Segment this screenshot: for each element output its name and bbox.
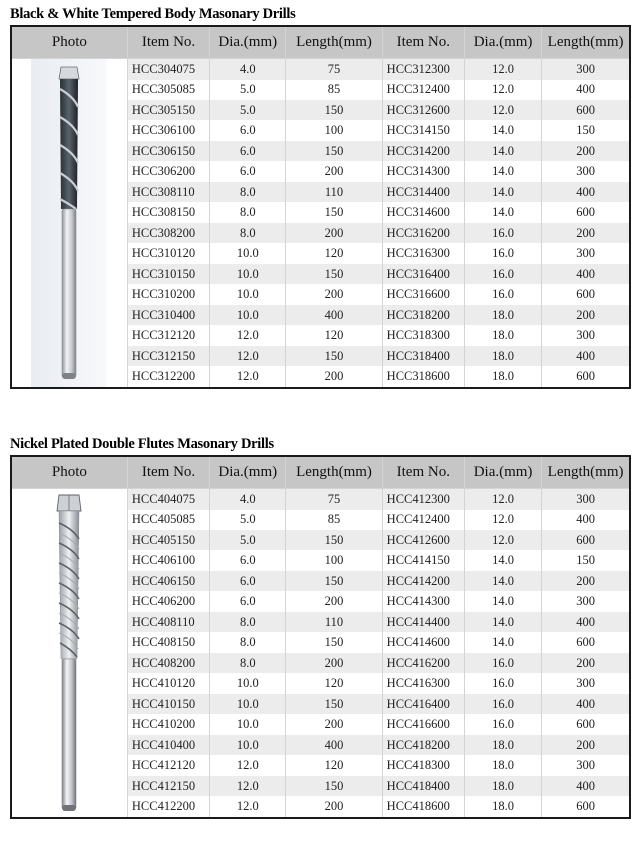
item-no-cell-2: HCC312300 — [382, 59, 464, 80]
length-cell: 200 — [286, 284, 382, 304]
length-cell: 120 — [286, 755, 382, 775]
black-white-masonry-drill-bit-icon — [14, 59, 124, 387]
diameter-cell: 10.0 — [210, 694, 286, 714]
diameter-cell: 6.0 — [210, 141, 286, 161]
diameter-cell: 8.0 — [210, 202, 286, 222]
diameter-cell-2: 18.0 — [464, 325, 541, 345]
diameter-cell-2: 18.0 — [464, 305, 541, 325]
nickel-plated-drills-section — [10, 433, 631, 819]
diameter-cell-2: 14.0 — [464, 550, 541, 570]
length-cell: 150 — [286, 694, 382, 714]
item-no-cell-2: HCC318200 — [382, 305, 464, 325]
diameter-cell-2: 14.0 — [464, 612, 541, 632]
item-no-cell: HCC406100 — [127, 550, 209, 570]
length-cell-2: 150 — [542, 120, 630, 140]
item-no-cell-2: HCC312600 — [382, 100, 464, 120]
table-row — [11, 489, 630, 510]
diameter-cell-2: 14.0 — [464, 202, 541, 222]
item-no-cell-2: HCC412400 — [382, 510, 464, 530]
col-item-no: Item No. — [127, 26, 209, 59]
diameter-cell-2: 16.0 — [464, 714, 541, 734]
item-no-cell-2: HCC316400 — [382, 264, 464, 284]
diameter-cell-2: 14.0 — [464, 182, 541, 202]
diameter-cell-2: 16.0 — [464, 284, 541, 304]
col-length: Length(mm) — [286, 456, 382, 489]
diameter-cell-2: 18.0 — [464, 776, 541, 796]
item-no-cell: HCC310150 — [127, 264, 209, 284]
length-cell-2: 200 — [542, 571, 630, 591]
diameter-cell-2: 12.0 — [464, 530, 541, 550]
item-no-cell-2: HCC412300 — [382, 489, 464, 510]
length-cell: 200 — [286, 161, 382, 181]
item-no-cell-2: HCC316300 — [382, 243, 464, 263]
diameter-cell: 12.0 — [210, 776, 286, 796]
diameter-cell: 10.0 — [210, 673, 286, 693]
item-no-cell-2: HCC418400 — [382, 776, 464, 796]
item-no-cell: HCC308200 — [127, 223, 209, 243]
item-no-cell: HCC312200 — [127, 366, 209, 388]
length-cell-2: 600 — [542, 366, 630, 388]
item-no-cell: HCC408200 — [127, 653, 209, 673]
length-cell-2: 400 — [542, 80, 630, 100]
item-no-cell-2: HCC314600 — [382, 202, 464, 222]
diameter-cell: 8.0 — [210, 223, 286, 243]
diameter-cell-2: 16.0 — [464, 223, 541, 243]
item-no-cell-2: HCC414600 — [382, 632, 464, 652]
length-cell-2: 600 — [542, 100, 630, 120]
diameter-cell-2: 16.0 — [464, 694, 541, 714]
item-no-cell: HCC304075 — [127, 59, 209, 80]
item-no-cell: HCC412120 — [127, 755, 209, 775]
length-cell-2: 200 — [542, 305, 630, 325]
diameter-cell-2: 14.0 — [464, 141, 541, 161]
item-no-cell-2: HCC414400 — [382, 612, 464, 632]
diameter-cell: 8.0 — [210, 612, 286, 632]
item-no-cell: HCC312120 — [127, 325, 209, 345]
length-cell-2: 400 — [542, 182, 630, 202]
col-diameter: Dia.(mm) — [210, 26, 286, 59]
length-cell-2: 300 — [542, 591, 630, 611]
col-photo: Photo — [11, 26, 127, 59]
diameter-cell-2: 12.0 — [464, 489, 541, 510]
item-no-cell: HCC310400 — [127, 305, 209, 325]
diameter-cell-2: 12.0 — [464, 59, 541, 80]
diameter-cell: 4.0 — [210, 59, 286, 80]
item-no-cell: HCC306150 — [127, 141, 209, 161]
length-cell-2: 200 — [542, 735, 630, 755]
length-cell: 110 — [286, 182, 382, 202]
item-no-cell-2: HCC416600 — [382, 714, 464, 734]
diameter-cell-2: 14.0 — [464, 591, 541, 611]
section-title: Black & White Tempered Body Masonary Drills — [10, 6, 296, 22]
length-cell: 150 — [286, 776, 382, 796]
table-body — [11, 489, 630, 819]
item-no-cell-2: HCC416200 — [382, 653, 464, 673]
header-row — [11, 26, 630, 59]
length-cell-2: 600 — [542, 632, 630, 652]
item-no-cell: HCC410200 — [127, 714, 209, 734]
diameter-cell-2: 16.0 — [464, 243, 541, 263]
item-no-cell: HCC410120 — [127, 673, 209, 693]
nickel-plated-masonry-drill-bit-icon — [14, 489, 124, 817]
item-no-cell: HCC306100 — [127, 120, 209, 140]
item-no-cell-2: HCC316200 — [382, 223, 464, 243]
length-cell: 200 — [286, 223, 382, 243]
length-cell: 85 — [286, 510, 382, 530]
diameter-cell: 10.0 — [210, 714, 286, 734]
diameter-cell: 5.0 — [210, 100, 286, 120]
diameter-cell: 10.0 — [210, 284, 286, 304]
diameter-cell: 12.0 — [210, 755, 286, 775]
length-cell-2: 600 — [542, 530, 630, 550]
item-no-cell-2: HCC318300 — [382, 325, 464, 345]
diameter-cell-2: 16.0 — [464, 264, 541, 284]
col-item-no: Item No. — [127, 456, 209, 489]
length-cell: 75 — [286, 59, 382, 80]
length-cell-2: 400 — [542, 612, 630, 632]
diameter-cell-2: 14.0 — [464, 120, 541, 140]
length-cell-2: 300 — [542, 59, 630, 80]
item-no-cell: HCC410150 — [127, 694, 209, 714]
item-no-cell-2: HCC416300 — [382, 673, 464, 693]
length-cell: 200 — [286, 653, 382, 673]
diameter-cell-2: 12.0 — [464, 100, 541, 120]
diameter-cell-2: 18.0 — [464, 755, 541, 775]
length-cell: 150 — [286, 202, 382, 222]
item-no-cell: HCC408110 — [127, 612, 209, 632]
item-no-cell-2: HCC418600 — [382, 796, 464, 818]
item-no-cell-2: HCC316600 — [382, 284, 464, 304]
length-cell-2: 300 — [542, 161, 630, 181]
length-cell-2: 400 — [542, 510, 630, 530]
col-diameter: Dia.(mm) — [210, 456, 286, 489]
length-cell-2: 150 — [542, 550, 630, 570]
item-no-cell-2: HCC318600 — [382, 366, 464, 388]
item-no-cell-2: HCC416400 — [382, 694, 464, 714]
length-cell-2: 300 — [542, 755, 630, 775]
length-cell: 120 — [286, 325, 382, 345]
length-cell-2: 300 — [542, 325, 630, 345]
length-cell: 200 — [286, 714, 382, 734]
item-no-cell: HCC412150 — [127, 776, 209, 796]
length-cell: 400 — [286, 305, 382, 325]
diameter-cell-2: 16.0 — [464, 673, 541, 693]
col-photo: Photo — [11, 456, 127, 489]
length-cell-2: 300 — [542, 243, 630, 263]
diameter-cell: 12.0 — [210, 366, 286, 388]
length-cell-2: 600 — [542, 714, 630, 734]
length-cell: 150 — [286, 530, 382, 550]
length-cell: 120 — [286, 673, 382, 693]
diameter-cell: 10.0 — [210, 264, 286, 284]
col-diameter-2: Dia.(mm) — [464, 26, 541, 59]
item-no-cell: HCC412200 — [127, 796, 209, 818]
diameter-cell: 8.0 — [210, 632, 286, 652]
diameter-cell-2: 12.0 — [464, 510, 541, 530]
diameter-cell: 6.0 — [210, 571, 286, 591]
diameter-cell: 10.0 — [210, 243, 286, 263]
item-no-cell-2: HCC314150 — [382, 120, 464, 140]
item-no-cell-2: HCC418300 — [382, 755, 464, 775]
diameter-cell: 8.0 — [210, 182, 286, 202]
item-no-cell-2: HCC312400 — [382, 80, 464, 100]
item-no-cell: HCC405085 — [127, 510, 209, 530]
diameter-cell-2: 18.0 — [464, 796, 541, 818]
length-cell: 150 — [286, 346, 382, 366]
col-length-2: Length(mm) — [542, 26, 630, 59]
col-length: Length(mm) — [286, 26, 382, 59]
col-item-no-2: Item No. — [382, 26, 464, 59]
diameter-cell-2: 14.0 — [464, 571, 541, 591]
item-no-cell: HCC308150 — [127, 202, 209, 222]
item-no-cell: HCC404075 — [127, 489, 209, 510]
length-cell-2: 600 — [542, 284, 630, 304]
diameter-cell-2: 18.0 — [464, 346, 541, 366]
length-cell-2: 300 — [542, 673, 630, 693]
length-cell-2: 400 — [542, 776, 630, 796]
length-cell: 150 — [286, 141, 382, 161]
length-cell-2: 300 — [542, 489, 630, 510]
diameter-cell: 10.0 — [210, 735, 286, 755]
diameter-cell: 12.0 — [210, 796, 286, 818]
length-cell-2: 400 — [542, 264, 630, 284]
drill-spec-table — [10, 455, 631, 819]
length-cell-2: 600 — [542, 796, 630, 818]
item-no-cell-2: HCC314200 — [382, 141, 464, 161]
black-white-drills-section — [10, 3, 631, 389]
length-cell: 120 — [286, 243, 382, 263]
length-cell-2: 200 — [542, 141, 630, 161]
diameter-cell: 6.0 — [210, 591, 286, 611]
item-no-cell: HCC310120 — [127, 243, 209, 263]
diameter-cell-2: 12.0 — [464, 80, 541, 100]
item-no-cell-2: HCC414200 — [382, 571, 464, 591]
item-no-cell-2: HCC314400 — [382, 182, 464, 202]
length-cell: 85 — [286, 80, 382, 100]
header-row — [11, 456, 630, 489]
item-no-cell: HCC408150 — [127, 632, 209, 652]
diameter-cell: 10.0 — [210, 305, 286, 325]
item-no-cell-2: HCC412600 — [382, 530, 464, 550]
length-cell-2: 200 — [542, 223, 630, 243]
length-cell-2: 200 — [542, 653, 630, 673]
length-cell: 150 — [286, 571, 382, 591]
length-cell: 150 — [286, 264, 382, 284]
table-row — [11, 59, 630, 80]
length-cell: 150 — [286, 632, 382, 652]
length-cell: 100 — [286, 550, 382, 570]
diameter-cell-2: 14.0 — [464, 632, 541, 652]
diameter-cell: 12.0 — [210, 325, 286, 345]
length-cell: 200 — [286, 366, 382, 388]
item-no-cell-2: HCC314300 — [382, 161, 464, 181]
diameter-cell: 6.0 — [210, 120, 286, 140]
item-no-cell-2: HCC414300 — [382, 591, 464, 611]
table-body — [11, 59, 630, 389]
photo-cell — [11, 59, 127, 389]
diameter-cell: 8.0 — [210, 653, 286, 673]
col-length-2: Length(mm) — [542, 456, 630, 489]
item-no-cell: HCC410400 — [127, 735, 209, 755]
length-cell: 75 — [286, 489, 382, 510]
length-cell: 200 — [286, 591, 382, 611]
col-item-no-2: Item No. — [382, 456, 464, 489]
diameter-cell: 4.0 — [210, 489, 286, 510]
diameter-cell: 6.0 — [210, 161, 286, 181]
item-no-cell: HCC305085 — [127, 80, 209, 100]
diameter-cell-2: 18.0 — [464, 366, 541, 388]
item-no-cell: HCC406200 — [127, 591, 209, 611]
length-cell-2: 400 — [542, 346, 630, 366]
length-cell-2: 400 — [542, 694, 630, 714]
section-title: Nickel Plated Double Flutes Masonary Drills — [10, 436, 274, 452]
diameter-cell: 12.0 — [210, 346, 286, 366]
length-cell: 150 — [286, 100, 382, 120]
item-no-cell: HCC406150 — [127, 571, 209, 591]
photo-cell — [11, 489, 127, 819]
item-no-cell: HCC310200 — [127, 284, 209, 304]
diameter-cell: 5.0 — [210, 80, 286, 100]
item-no-cell-2: HCC418200 — [382, 735, 464, 755]
diameter-cell: 6.0 — [210, 550, 286, 570]
item-no-cell: HCC305150 — [127, 100, 209, 120]
length-cell: 200 — [286, 796, 382, 818]
length-cell-2: 600 — [542, 202, 630, 222]
length-cell: 400 — [286, 735, 382, 755]
length-cell: 100 — [286, 120, 382, 140]
diameter-cell: 5.0 — [210, 510, 286, 530]
item-no-cell-2: HCC318400 — [382, 346, 464, 366]
item-no-cell: HCC308110 — [127, 182, 209, 202]
col-diameter-2: Dia.(mm) — [464, 456, 541, 489]
item-no-cell-2: HCC414150 — [382, 550, 464, 570]
item-no-cell: HCC405150 — [127, 530, 209, 550]
diameter-cell: 5.0 — [210, 530, 286, 550]
diameter-cell-2: 14.0 — [464, 161, 541, 181]
item-no-cell: HCC306200 — [127, 161, 209, 181]
diameter-cell-2: 18.0 — [464, 735, 541, 755]
drill-spec-table — [10, 25, 631, 389]
item-no-cell: HCC312150 — [127, 346, 209, 366]
length-cell: 110 — [286, 612, 382, 632]
diameter-cell-2: 16.0 — [464, 653, 541, 673]
